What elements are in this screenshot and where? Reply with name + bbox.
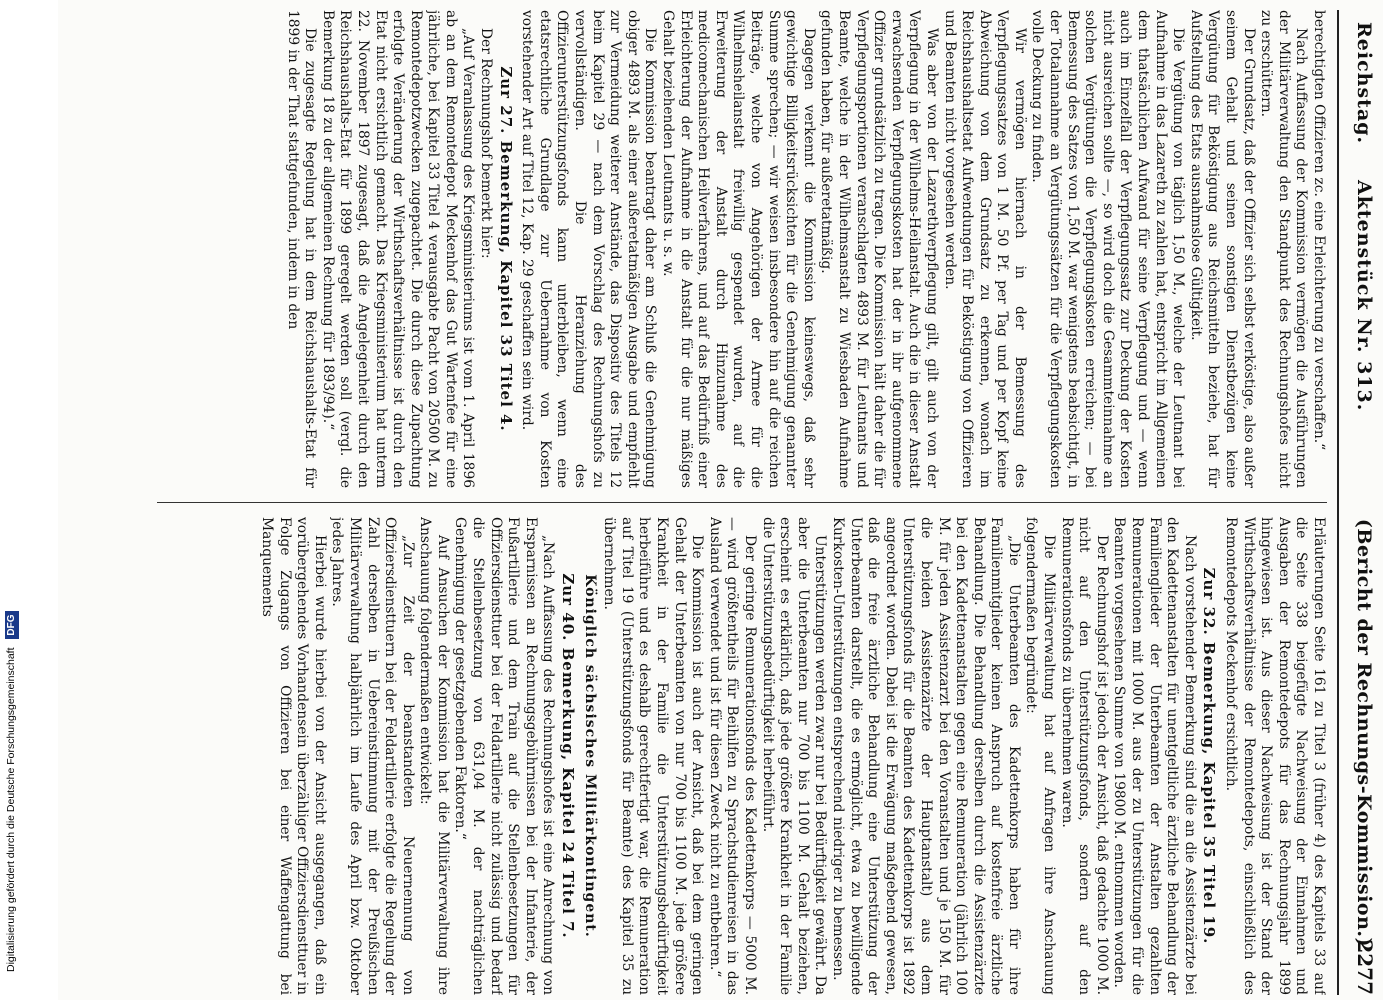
page-header	[1337, 10, 1383, 995]
funding-note	[0, 0, 22, 1000]
left-column-paragraph: „Auf Veranlassung des Kriegsministeriums ist vom 1. April 1896 ab an dem Remontedepot Meckenhof das Gut Wartenfee für eine jährliche, bei Kapitel 33 Titel 4 verausgabte Pacht von 20500 M. zu Remontedepotzwecken zugepachtet. Die durch diese Zupachtung erfolgte Veränderung der Wirthschaftsverhältnisse ist durch den Etat nicht ersichtlich gemacht. Das Kriegsministerium hat unterm 22. November 1897 zugesagt, daß die Angelegenheit durch den Reichshaushalts-Etat für 1899 geregelt werden soll (vergl. die Bemerkung 18 zu der allgemeinen Rechnung für 1893/94).“	[319, 10, 477, 488]
right-column-paragraph: Der geringe Remunerationsfonds des Kadettenkorps — 5000 M. — wird größtentheils für Beihilfen zu Sprachstudienreisen in das Ausland verwendet und ist für diesen Zweck nicht zu entbehren.“	[706, 517, 758, 995]
column-divider	[157, 502, 1327, 503]
right-column-paragraph: Hierbei wurde hierbei von der Ansicht ausgegangen, daß ein vorübergehendes Vorhandensein überzähliger Offiziersdiensttuer in Folge Zugangs von Offizieren bei einer Waffengattung bei Manquements	[258, 517, 328, 995]
right-column-paragraph: Erläuterungen Seite 161 zu Titel 3 (früher 4) des Kapitels 33 auf die Seite 338 beigefügte Nachweisung der Einnahmen und Ausgaben der Remontedepots für das Rechnungsjahr 1899 hingewiesen ist. Aus dieser Nachweisung ist der Stand der Wirthschaftsverhältnisse der Remontedepots, einschließlich des Remontedepots Meckenhof ersichtlich.	[1223, 517, 1327, 995]
rotated-page-content	[133, 10, 1383, 995]
right-column-paragraph: „Zur Zeit der beanstandeten Neuernennung von Offiziersdiensttuern bei der Feldartillerie erfolgte die Regelung der Zahl derselben in Uebereinstimmung mit der Preußischen Militärverwaltung halbjährlich im Laufe des April bzw. Oktober jedes Jahres.	[329, 517, 416, 995]
right-column-paragraph: Die Kommission ist auch der Ansicht, daß bei dem geringen Gehalt der Unterbeamten von nur 700 bis 1100 M. jede größere Krankheit in der Familie die Unterstützungsbedürftigkeit herbeiführe und es deshalb gerechtfertigt war, die Remuneration auf Titel 19 (Unterstützungsfonds für Beamte) des Kapitel 35 zu übernehmen.	[601, 517, 706, 995]
left-column-heading: Zur 27. Bemerkung, Kapitel 33 Titel 4.	[496, 66, 515, 432]
right-column-paragraph: Nach vorstehender Bemerkung sind die an die Assistenzärzte bei den Kadettenanstalten für unentgeltliche ärztliche Behandlung der Familienglieder der Unterbeamten der Anstalten gezahlten Remunerationen mit 1000 M. aus der zu Unterstützungen für die Beamten vorgesehenen Summe von 19800 M. entnommen worden.	[1111, 517, 1198, 995]
dfg-logo: DFG	[5, 611, 19, 638]
page-number: 2277	[1353, 939, 1377, 995]
funding-note-text: Digitalisierung gefördert durch die Deutsche Forschungsgemeinschaft	[5, 647, 17, 972]
side-strip	[0, 0, 28, 1000]
right-column-paragraph: „Nach Auffassung des Rechnungshofes ist eine Anrechnung von Ersparnissen an Rechnungsgebührnissen bei der Infanterie, der Fußartillerie und dem Train auf die Stellenbesetzungen für Offiziersdiensttuer bei der Feldartillerie nicht zulässig und bedarf die Stellenbesetzung von 631,04 M. der nachträglichen Genehmigung der gesetzgebenden Faktoren.“	[452, 517, 557, 995]
right-column-paragraph: Die Militärverwaltung hat auf Anfragen ihre Anschauung folgendermaßen begründet:	[1023, 517, 1058, 995]
left-column-paragraph: Der Rechnungshof bemerkt hier:	[478, 28, 495, 259]
left-column-paragraph: Der Grundsatz, daß der Offizier sich selbst verköstige, also außer seinem Gehalt und seinen sonstigen Dienstbezügen keine Vergütung für Beköstigung aus Reichsmitteln beziehe, hat für Aufstellung des Etats ausnahmslose Gültigkeit.	[1187, 10, 1257, 488]
right-column	[147, 517, 1327, 995]
left-column-paragraph: Die Kommission beantragt daher am Schluß die Genehmigung obiger 4893 M. als einer außeretatmäßigen Ausgabe und empfiehlt zur Vermeidung weiterer Anstände, das Dispositiv des Titels 12 beim Kapitel 29 — nach dem Vorschlag des Rechnungshofs zu vervollständigen. Die Heranziehung des Offizierunterstützungsfonds kann unterbleiben, wenn eine etatsrechtliche Grundlage zur Uebernahme von Kosten vorstehender Art auf Titel 12, Kap. 29 geschaffen sein wird.	[519, 10, 659, 488]
right-column-heading: Königlich sächsisches Militärkontingent.	[581, 574, 598, 938]
left-column	[147, 10, 1327, 488]
right-column-heading: Zur 40. Bemerkung, Kapitel 24 Titel 7.	[559, 573, 578, 939]
scanned-page	[58, 0, 1383, 1000]
right-column-paragraph: Auf Ansuchen der Kommission hat die Militärverwaltung ihre Anschauung folgendermaßen entwickelt:	[417, 517, 451, 995]
left-column-paragraph: berechtigten Offizieren zc. eine Erleichterung zu verschaffen.“	[1311, 10, 1327, 451]
left-column-paragraph: Wir vermögen hiernach in der Bemessung des Verpflegungssatzes von 1 M. 50 Pf. per Tag und per Kopf keine Abweichung von dem Grundsatz zu erkennen, wonach im Reichshaushaltsetat Aufwendungen für Beköstigung von Offizieren und Beamten nicht vorgesehen werden.	[941, 10, 1028, 488]
right-column-paragraph: Der Rechnungshof ist jedoch der Ansicht, daß gedachte 1000 M. nicht auf den Unterstützungsfonds, sondern auf den Remunerationsfonds zu übernehmen waren.	[1058, 517, 1110, 995]
left-column-paragraph: Was aber von der Lazarethverpflegung gilt, gilt auch von der Verpflegung in der Wilhelms-Heilanstalt. Auch die in dieser Anstalt erwachsenden Verpflegungskosten hat der in ihr aufgenommene Offizier grundsätzlich zu tragen. Die Kommission hält daher die für Verpflegungsportionen veranschlagten 4893 M. für Leutnants und Beamte, welche in der Wilhelmsanstalt zu Wiesbaden Aufnahme gefunden haben, für außeretatmäßig.	[818, 10, 940, 488]
left-column-paragraph: Die zugesagte Regelung hat in dem Reichshaushalts-Etat für 1899 in der That stattgefunden, indem in den	[284, 10, 319, 488]
header-report-title: (Bericht der Rechnungs-Kommission.)	[1353, 518, 1375, 947]
right-column-paragraph: „Die Unterbeamten des Kadettenkorps haben für ihre Familienmitglieder keinen Anspruch auf kostenfreie ärztliche Behandlung. Die Behandlung derselben durch die Assistenzärzte bei den Kadettenanstalten gegen eine Remuneration (jährlich 100 M. für jeden Assistenzarzt bei den Voranstalten und je 150 M. für die beiden Assistenzärzte der Hauptanstalt) aus dem Unterstützungsfonds für die Beamten des Kadettenkorps ist 1892 angeordnet worden. Dabei ist die Erwägung maßgebend gewesen, daß die freie ärztliche Behandlung eine Unterstützung der Unterbeamten darstellt, die es ermöglicht, etwa zu bewilligende Kurkosten-Unterstützungen entsprechend niedriger zu bemessen.	[829, 517, 1022, 995]
right-column-paragraph: Unterstützungen werden zwar nur bei Bedürftigkeit gewährt. Da aber die Unterbeamten nur 700 bis 1100 M. Gehalt beziehen, erscheint es erklärlich, daß jede größere Krankheit in der Familie die Unterstützungsbedürftigkeit herbeiführt.	[759, 517, 829, 995]
header-left: Reichstag.	[1353, 22, 1375, 145]
left-column-paragraph: Dagegen verkennt die Kommission keineswegs, daß sehr gewichtige Billigkeitsrücksichten für die Genehmigung genannter Summe sprechen; — wir weisen insbesondere hin auf die reichen Beiträge, welche von Angehörigen der Armee für die Wilhelmsheilanstalt freiwillig gespendet wurden, auf die Erweiterung der Anstalt durch Hinzunahme des medicomechanischen Heilverfahrens, und auf das Bedürfniß einer Erleichterung der Aufnahme in die Anstalt für die nur mäßiges Gehalt beziehenden Leutnants u. s. w.	[660, 10, 817, 488]
left-column-paragraph: Nach Auffassung der Kommission vermögen die Ausführungen der Militärverwaltung den Standpunkt des Rechnungshofes nicht zu erschüttern.	[1258, 10, 1310, 488]
header-document-number: Aktenstück Nr. 313.	[1353, 180, 1375, 412]
right-column-heading: Zur 32. Bemerkung, Kapitel 35 Titel 19.	[1200, 567, 1219, 945]
left-column-paragraph: Die Vergütung von täglich 1,50 M., welche der Leutnant bei Aufnahme in das Lazareth zu zahlen hat, entspricht im Allgemeinen dem thatsächlichen Aufwand für seine Verpflegung und — wenn auch im Einzelfall der Verpflegungssatz zur Deckung der Kosten nicht ausreichen sollte —, so wird doch die Gesammteinnahme an solchen Vergütungen die Verpflegungskosten erreichen; — bei Bemessung des Satzes von 1,50 M. war wenigstens beabsichtigt, in der Totalannahme an Vergütungssätzen für die Verpflegungskosten volle Deckung zu finden.	[1029, 10, 1187, 488]
